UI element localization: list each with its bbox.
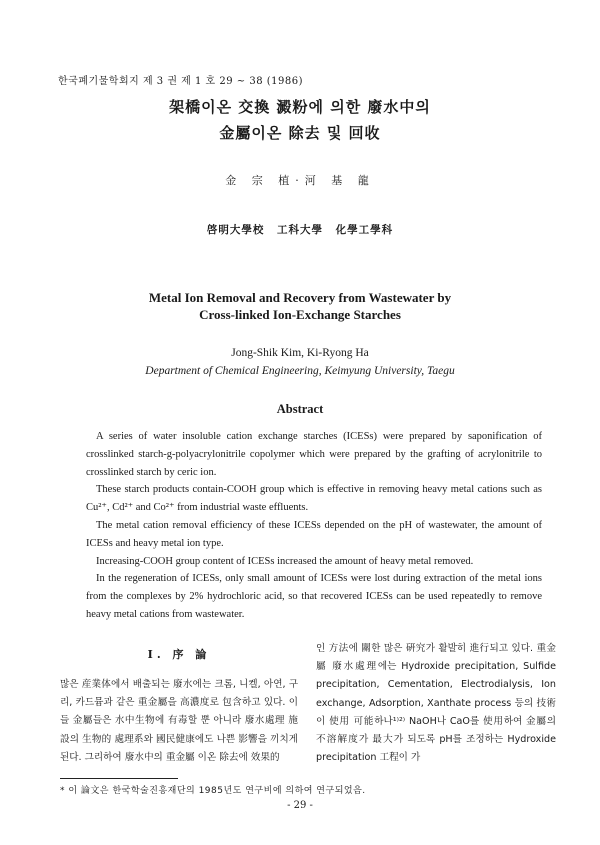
english-authors: Jong-Shik Kim, Ki-Ryong Ha	[231, 347, 369, 359]
abstract-paragraph: In the regeneration of ICESs, only small amount of ICESs were lost during extraction of the metal ions from the complexes by 2% hydrochloric acid, so that recovered ICESs can be used repeatedly to remove heavy metal cations from wastewater.	[86, 573, 542, 620]
english-title-line-1: Metal Ion Removal and Recovery from Wastewater by	[148, 290, 452, 305]
korean-title-line-2: 金屬이온 除去 및 回收	[219, 124, 381, 142]
footnote: * 이 論文은 한국학술진흥재단의 1985년도 연구비에 의하여 연구되었음.	[60, 786, 366, 796]
abstract-paragraph: A series of water insoluble cation exchange starches (ICESs) were prepared by saponification of crosslinked starch-g-polyacrylonitrile copolymer which were prepared by the grafting of acrylonitrile to crosslinked starch by ceric ion.	[86, 431, 542, 478]
footnote-divider	[60, 778, 178, 779]
page-number: - 29 -	[287, 800, 313, 811]
korean-title-line-1: 架橋이온 交換 澱粉에 의한 廢水中의	[169, 98, 431, 116]
abstract-body	[86, 428, 542, 624]
english-department: Department of Chemical Engineering, Keimyung University, Taegu	[145, 365, 455, 377]
korean-affiliation: 啓明大學校 工科大學 化學工學科	[206, 224, 394, 236]
intro-right-text: 인 方法에 關한 많은 硏究가 활발히 進行되고 있다. 重金屬 廢水處理에는 Hydroxide precipitation, Sulfide precipitation, Cementation, Electrodialysis, Ion exchange, Adsorption, Xanthate process 등의 技術이 使用 可能하나¹⁾²⁾ NaOH나 CaO를 使用하여 金屬의 不溶解度가 最大가 되도록 pH를 조정하는 Hydroxide precipitation 工程이 가	[316, 643, 556, 764]
intro-heading: I. 序 論	[147, 648, 211, 661]
journal-reference: 한국폐기물학회지 제 3 권 제 1 호 29 ~ 38 (1986)	[58, 76, 304, 87]
korean-authors: 金 宗 植·河 基 龍	[225, 174, 375, 187]
intro-left-column	[60, 646, 298, 767]
intro-right-column	[316, 640, 556, 767]
intro-left-text: 많은 産業体에서 배출되는 廢水에는 크롬, 니켈, 아연, 구리, 카드뮴과 같은 重金屬을 高濃度로 包含하고 있다. 이들 金屬들은 水中生物에 有毒할 뿐 아니라 廢水處理 施設의 生物的 處理系와 國民健康에도 나쁜 影響을 끼치게 된다. 그리하여 廢水中의 重金屬 이온 除去에 效果的	[60, 679, 298, 763]
abstract-heading: Abstract	[276, 402, 324, 416]
abstract-paragraph: The metal cation removal efficiency of these ICESs depended on the pH of wastewater, the amount of ICESs and heavy metal ion type.	[86, 519, 542, 549]
abstract-paragraph: Increasing-COOH group content of ICESs increased the amount of heavy metal removed.	[96, 555, 474, 567]
english-title-line-2: Cross-linked Ion-Exchange Starches	[199, 307, 401, 322]
abstract-paragraph: These starch products contain-COOH group which is effective in removing heavy metal cations such as Cu²⁺, Cd²⁺ and Co²⁺ from industrial waste effluents.	[86, 484, 542, 514]
